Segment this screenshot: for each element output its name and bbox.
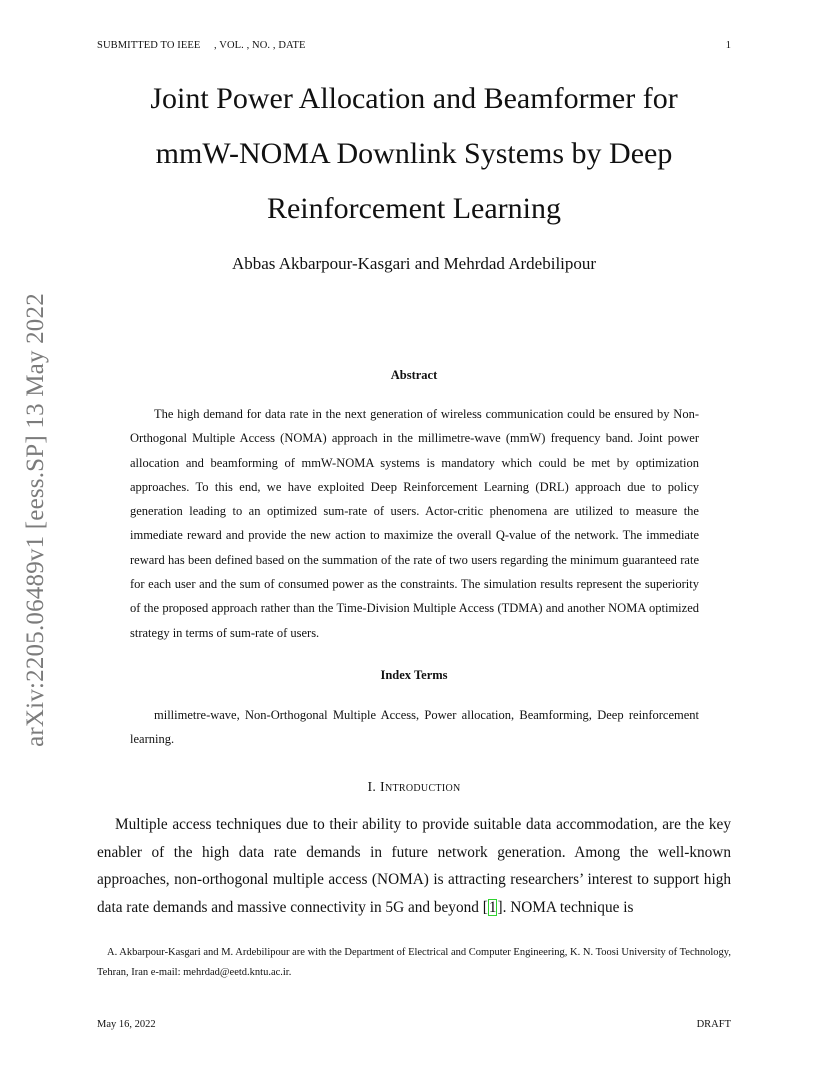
arxiv-stamp: arXiv:2205.06489v1 [eess.SP] 13 May 2022	[22, 293, 49, 747]
footer-status: DRAFT	[696, 1019, 731, 1030]
title-line-2: mmW-NOMA Downlink Systems by Deep	[155, 137, 673, 170]
introduction-paragraph	[97, 811, 731, 921]
title-line-3: Reinforcement Learning	[266, 192, 562, 225]
abstract-heading: Abstract	[390, 368, 438, 382]
intro-text-before-cite: Multiple access techniques due to their ability to provide suitable data accommodation, are the key enabler of the high data rate demands in future network generation. Among the well-known approaches, non-orthogonal multiple access (NOMA) is attracting researchers’ interest to support high data rate demands and massive connectivity in 5G and beyond [	[97, 816, 731, 916]
index-terms-text: millimetre-wave, Non-Orthogonal Multiple Access, Power allocation, Beamforming, Deep reinforcement learning.	[130, 708, 699, 747]
page-number: 1	[725, 40, 731, 51]
section-title: Introduction	[380, 780, 461, 795]
authors: Abbas Akbarpour-Kasgari and Mehrdad Ardebilipour	[231, 254, 597, 273]
title-line-1: Joint Power Allocation and Beamformer for	[150, 82, 678, 115]
intro-text-after-cite: ]. NOMA technique is	[497, 898, 634, 916]
running-header: SUBMITTED TO IEEE , VOL. , NO. , DATE	[97, 40, 306, 51]
abstract-text: The high demand for data rate in the next generation of wireless communication could be ensured by Non-Orthogonal Multiple Access (NOMA) approach in the millimetre-wave (mmW) frequency band. Joint power allocation and beamforming of mmW-NOMA systems is mandatory which could be met by optimization approaches. To this end, we have exploited Deep Reinforcement Learning (DRL) approach due to policy generation leading to an optimized sum-rate of users. Actor-critic phenomena are utilized to measure the immediate reward and provide the new action to maximize the overall Q-value of the network. The immediate reward has been defined based on the summation of the rate of two users regarding the minimum guaranteed rate for each user and the sum of consumed power as the constraints. The simulation results represent the superiority of the proposed approach rather than the Time-Division Multiple Access (TDMA) and another NOMA optimized strategy in terms of sum-rate of users.	[130, 407, 699, 640]
author-footnote: A. Akbarpour-Kasgari and M. Ardebilipour are with the Department of Electrical and Computer Engineering, K. N. Toosi University of Technology, Tehran, Iran e-mail: mehrdad@eetd.kntu.ac.ir.	[97, 947, 731, 978]
section-number: I.	[367, 780, 381, 795]
index-terms-heading: Index Terms	[380, 668, 448, 682]
footer-date: May 16, 2022	[97, 1019, 156, 1030]
citation-link[interactable]: 1	[488, 898, 497, 916]
section-heading-introduction	[0, 780, 828, 796]
